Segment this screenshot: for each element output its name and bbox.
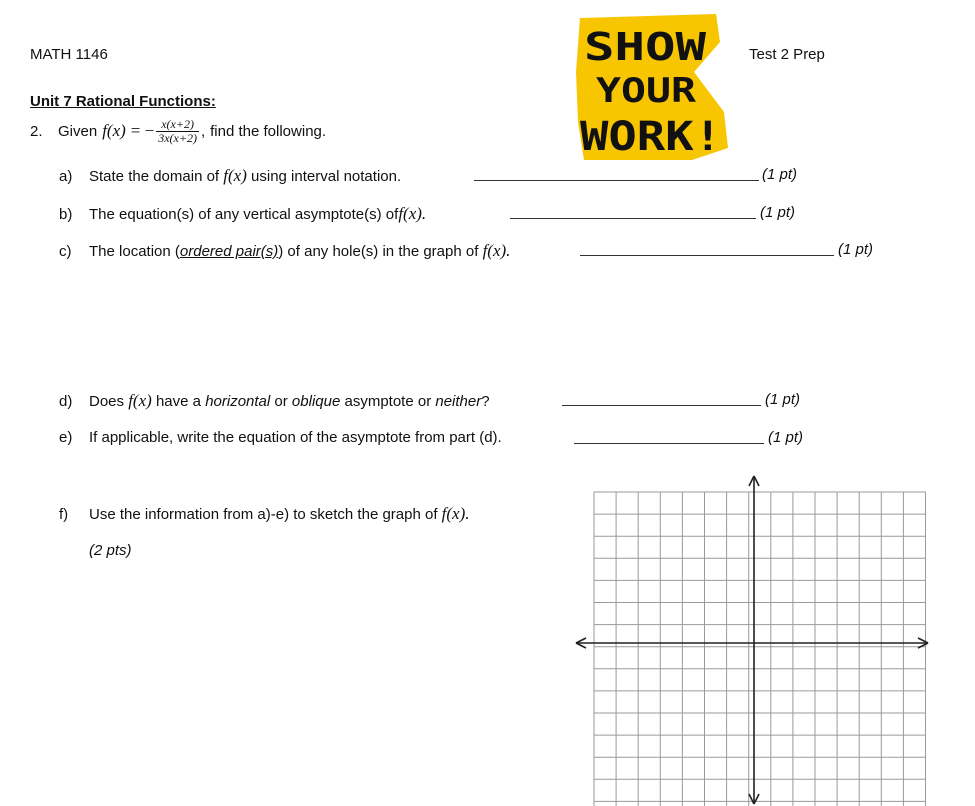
given-word: Given xyxy=(58,122,98,140)
unit-title: Unit 7 Rational Functions: xyxy=(30,93,216,110)
part-a xyxy=(59,166,401,186)
part-d xyxy=(59,391,490,411)
badge-line-1: SHOW xyxy=(584,25,707,69)
part-d-neither: neither xyxy=(435,393,482,410)
part-b-text: The equation(s) of any vertical asymptote(s) of xyxy=(89,206,399,223)
part-a-text-pre: State the domain of xyxy=(89,168,220,185)
part-f-text: Use the information from a)-e) to sketch the graph of xyxy=(89,506,438,523)
part-d-function: f(x) xyxy=(128,391,152,410)
grid-lines xyxy=(594,492,926,806)
part-b xyxy=(59,204,426,224)
part-a-answer-blank[interactable] xyxy=(474,167,759,181)
test-title: Test 2 Prep xyxy=(749,46,825,63)
part-b-letter: b) xyxy=(59,206,73,223)
part-c-answer-blank[interactable] xyxy=(580,242,834,256)
part-c-ordered-pairs: ordered pair(s) xyxy=(179,243,279,260)
part-d-text-1: Does xyxy=(89,393,125,410)
axes xyxy=(576,476,928,804)
part-c-text-mid: ) of any hole(s) in the graph of xyxy=(278,243,479,260)
part-c-points: (1 pt) xyxy=(838,241,874,258)
part-c xyxy=(59,241,510,261)
part-d-text-4: asymptote or xyxy=(344,393,432,410)
equals-minus: = − xyxy=(130,121,155,140)
part-d-question-mark: ? xyxy=(481,393,490,410)
fraction-numerator: x(x+2) xyxy=(156,118,199,132)
part-e-answer-blank[interactable] xyxy=(574,430,764,444)
problem-instruction: find the following. xyxy=(210,122,327,140)
part-b-answer-blank[interactable] xyxy=(510,205,756,219)
part-d-points: (1 pt) xyxy=(765,391,801,408)
part-c-text-pre: The location ( xyxy=(89,243,180,260)
part-c-letter: c) xyxy=(59,243,72,260)
part-f-function: f(x). xyxy=(441,504,470,523)
part-b-function: f(x). xyxy=(398,204,427,223)
part-b-points: (1 pt) xyxy=(760,204,796,221)
part-a-points: (1 pt) xyxy=(762,166,798,183)
part-f xyxy=(59,504,470,524)
problem-number: 2. xyxy=(30,122,43,140)
part-c-function: f(x). xyxy=(482,241,511,260)
part-d-letter: d) xyxy=(59,393,73,410)
part-a-text-post: using interval notation. xyxy=(251,168,402,185)
part-d-oblique: oblique xyxy=(291,393,341,410)
fraction-denominator: 3x(x+2) xyxy=(158,130,197,145)
part-d-horizontal: horizontal xyxy=(205,393,271,410)
part-f-letter: f) xyxy=(59,506,69,523)
badge-line-2: YOUR xyxy=(596,71,697,111)
fraction-comma: , xyxy=(200,122,206,140)
coordinate-grid[interactable] xyxy=(570,472,935,806)
function-fraction xyxy=(156,118,199,145)
part-e-points: (1 pt) xyxy=(768,429,804,446)
part-e-text: If applicable, write the equation of the asymptote from part (d). xyxy=(89,429,502,446)
function-name: f(x) xyxy=(102,121,126,140)
badge-line-3: WORK! xyxy=(580,114,722,160)
part-d-answer-blank[interactable] xyxy=(562,392,761,406)
part-a-letter: a) xyxy=(59,168,73,185)
part-d-text-3: or xyxy=(274,393,288,410)
course-code: MATH 1146 xyxy=(30,46,108,63)
part-a-function: f(x) xyxy=(223,166,247,185)
part-e xyxy=(59,429,502,446)
part-e-letter: e) xyxy=(59,429,73,446)
problem-statement xyxy=(30,114,326,148)
part-d-text-2: have a xyxy=(155,393,202,410)
part-f-points: (2 pts) xyxy=(89,542,132,559)
show-your-work-badge xyxy=(574,12,732,162)
